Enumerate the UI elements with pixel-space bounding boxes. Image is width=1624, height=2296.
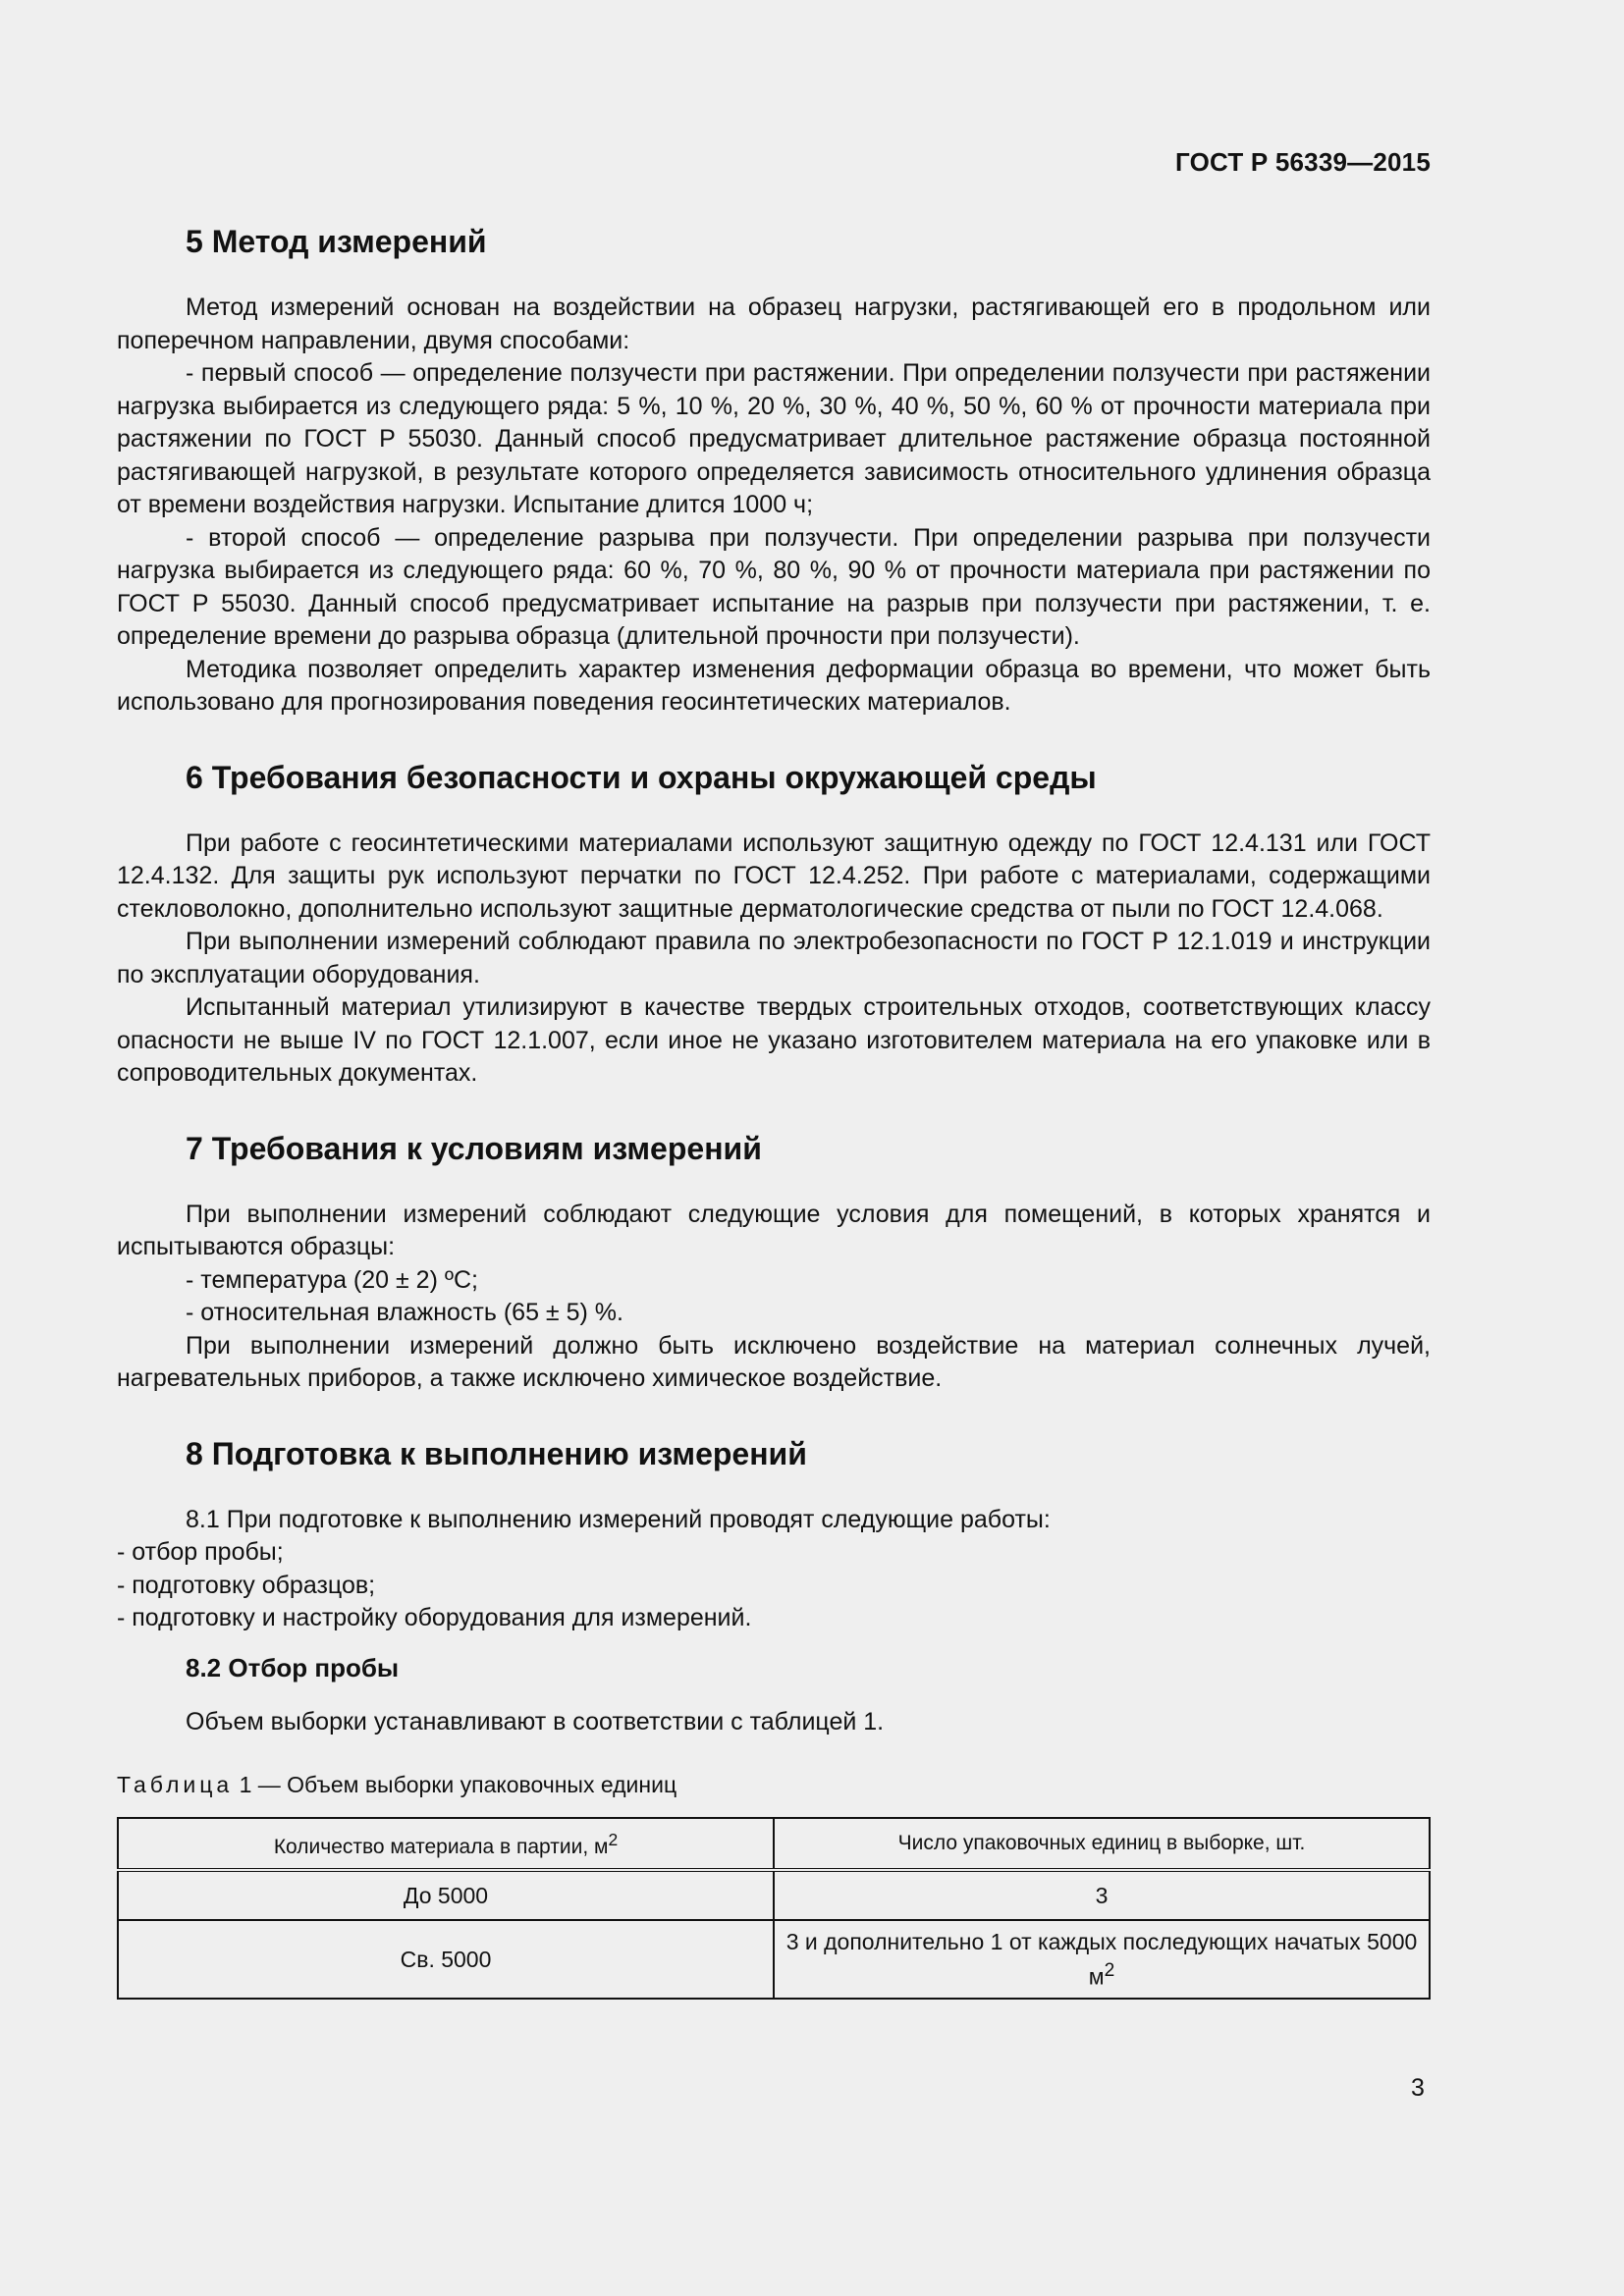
section-7-list-item: - относительная влажность (65 ± 5) %. [186, 1299, 623, 1326]
table-row [118, 1870, 1430, 1920]
section-6-paragraph: При работе с геосинтетическими материалами используют защитную одежду по ГОСТ 12.4.131 или ГОСТ 12.4.132. Для защиты рук используют перчатки по ГОСТ 12.4.252. При работе с материалами, содержащими стекловолокно, дополнительно используют защитные дерматологические средства от пыли по ГОСТ 12.4.068. [117, 828, 1431, 923]
section-6-title: 6 Требования безопасности и охраны окружающей среды [186, 759, 1097, 795]
table-header-row [118, 1818, 1430, 1870]
section-5-paragraph: Методика позволяет определить характер изменения деформации образца во времени, что может быть использовано для прогнозирования поведения геосинтетических материалов. [117, 655, 1431, 716]
subsection-8-2-title: 8.2 Отбор пробы [186, 1652, 400, 1682]
section-7-paragraph: При выполнении измерений соблюдают следующие условия для помещений, в которых хранятся и испытываются образцы: [117, 1200, 1431, 1260]
superscript: 2 [608, 1830, 619, 1849]
superscript: 2 [1104, 1960, 1115, 1981]
section-6-paragraph: При выполнении измерений соблюдают правила по электробезопасности по ГОСТ Р 12.1.019 и инструкции по эксплуатации оборудования. [117, 928, 1431, 988]
sample-size-table [117, 1817, 1431, 2000]
table-caption [117, 1770, 1431, 1799]
table-row [118, 1920, 1430, 1999]
section-7-title: 7 Требования к условиям измерений [186, 1130, 762, 1166]
table-header-cell: Количество материала в партии, $м^2$ [118, 1818, 774, 1870]
section-8-list-item: - подготовку и настройку оборудования для измерений. [117, 1604, 752, 1631]
table-cell: 3 и дополнительно 1 от каждых последующих начатых 5000 $м^2$ [774, 1920, 1430, 1999]
section-6-paragraph: Испытанный материал утилизируют в качестве твердых строительных отходов, соответствующих классу опасности не выше IV по ГОСТ 12.1.007, если иное не указано изготовителем материала на его упаковке или в сопроводительных документах. [117, 993, 1431, 1087]
table-cell: Св. 5000 [118, 1920, 774, 1999]
page-content [117, 221, 1431, 2000]
table-caption-label: Таблица [117, 1772, 234, 1797]
document-code: ГОСТ Р 56339—2015 [1175, 147, 1431, 177]
section-5-title: 5 Метод измерений [186, 224, 487, 259]
section-5-list-item: - второй способ — определение разрыва при ползучести. При определении разрыва при ползучести нагрузка выбирается из следующего ряда: 60 %, 70 %, 80 %, 90 % от прочности материала при растяжении по ГОСТ Р 55030. Данный способ предусматривает испытание на разрыв при ползучести при растяжении, т. е. определение времени до разрыва образца (длительной прочности при ползучести). [117, 523, 1431, 650]
table-cell: 3 [774, 1870, 1430, 1920]
section-8-paragraph: 8.1 При подготовке к выполнению измерений проводят следующие работы: [186, 1505, 1051, 1533]
section-7-paragraph: При выполнении измерений должно быть исключено воздействие на материал солнечных лучей, нагревательных приборов, а также исключено химическое воздействие. [117, 1331, 1431, 1392]
section-5-paragraph: Метод измерений основан на воздействии на образец нагрузки, растягивающей его в продольном или поперечном направлении, двумя способами: [117, 294, 1431, 354]
section-8-list-item: - подготовку образцов; [117, 1571, 376, 1599]
table-cell: До 5000 [118, 1870, 774, 1920]
subsection-8-2-paragraph: Объем выборки устанавливают в соответствии с таблицей 1. [186, 1707, 885, 1735]
table-header-cell: Число упаковочных единиц в выборке, шт. [774, 1818, 1430, 1870]
section-5-list-item: - первый способ — определение ползучести при растяжении. При определении ползучести при растяжении нагрузка выбирается из следующего ряда: 5 %, 10 %, 20 %, 30 %, 40 %, 50 %, 60 % от прочности материала при растяжении по ГОСТ Р 55030. Данный способ предусматривает длительное растяжение образца постоянной растягивающей нагрузкой, в результате которого определяется зависимость относительного удлинения образца от времени воздействия нагрузки. Испытание длится 1000 ч; [117, 359, 1431, 518]
section-7-list-item: - температура (20 ± 2) ºС; [186, 1265, 478, 1294]
section-8-list-item: - отбор пробы; [117, 1538, 284, 1566]
table-caption-text: 1 — Объем выборки упаковочных единиц [233, 1772, 677, 1797]
page-number: 3 [1411, 2074, 1425, 2102]
section-8-title: 8 Подготовка к выполнению измерений [186, 1435, 807, 1471]
